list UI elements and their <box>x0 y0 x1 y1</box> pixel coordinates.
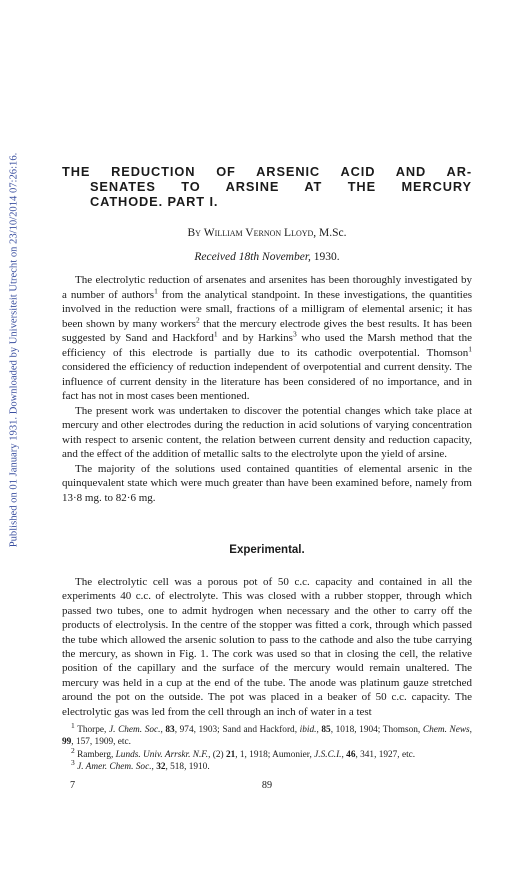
title-line-3: CATHODE. PART I. <box>90 194 219 209</box>
journal-name: J.S.C.I. <box>314 749 342 760</box>
signature-mark: 7 <box>70 780 76 791</box>
volume-number: 83 <box>165 725 175 735</box>
volume-number: 21 <box>225 749 236 760</box>
article-title <box>62 164 472 209</box>
footnote-ref: 1 <box>468 343 472 353</box>
journal-name: Lunds. Univ. Arrskr. N.F. <box>115 749 209 760</box>
received-year: 1930. <box>313 251 340 263</box>
received-day-month: 18th November, <box>238 251 311 263</box>
title-line-1: THE REDUCTION OF ARSENIC ACID AND AR- <box>62 164 472 179</box>
footnote-text: , (2) <box>208 749 226 760</box>
footnote-1 <box>62 720 472 749</box>
footnote-text: , 157, 1909, etc. <box>71 737 131 748</box>
section-heading: Experimental. <box>229 544 305 556</box>
received-date <box>62 251 472 263</box>
footnote-mark: 1 <box>71 720 75 730</box>
footnote-text: , <box>160 725 166 735</box>
footnote-ref: 3 <box>292 329 297 339</box>
intro-paragraph-1 <box>62 273 472 404</box>
intro-text: considered the efficiency of reduction independent of overpotential and current density. The influence of current density in the literature has been considered of no importance, and in fact has not in most cases been mentioned. <box>62 361 472 402</box>
footnote-text: Ramberg, <box>74 749 116 760</box>
volume-number: 85 <box>321 725 331 735</box>
footnote-text: , 1018, 1904; Thomson, <box>330 725 423 735</box>
footnote-ref: 1 <box>154 285 158 295</box>
footnote-text: Thorpe, <box>74 725 109 735</box>
volume-number: 99 <box>62 737 72 748</box>
publication-sidebar <box>6 110 22 590</box>
author-name: William Vernon Lloyd <box>203 227 314 239</box>
footnote-ref: 2 <box>195 314 200 324</box>
introduction <box>62 273 472 505</box>
intro-text: from the analytical standpoint. In these investigations, the quantities involved in the reduction were small, fractions of a milligram of elemental arsenic; it has been shown by many workers <box>62 288 472 330</box>
journal-name: J. Amer. Chem. Soc. <box>77 761 152 772</box>
footnote-text: , <box>469 725 472 735</box>
intro-text: and by Harkins <box>217 332 293 344</box>
title-line-2: SENATES TO ARSINE AT THE MERCURY <box>90 179 472 194</box>
journal-name: J. Chem. Soc. <box>109 725 161 735</box>
received-label: Received <box>194 251 236 263</box>
footnote-text: , <box>316 725 322 735</box>
footnote-mark: 2 <box>71 745 75 755</box>
footnote-text: , 1, 1918; Aumonier, <box>235 749 315 760</box>
footnote-ref: 1 <box>213 329 218 339</box>
footnote-text: , 518, 1910. <box>165 761 210 772</box>
page-number: 89 <box>261 780 273 791</box>
footnote-text: , 974, 1903; Sand and Hackford, <box>174 725 300 735</box>
intro-text: The electrolytic reduction of arsenates and arsenites has been thoroughly investigated by a number of authors <box>62 274 472 301</box>
footnote-text: , 341, 1927, etc. <box>355 749 416 760</box>
intro-text: that the mercury electrode gives the best results. It has been suggested by Sand and Hackford <box>62 317 472 344</box>
footnotes <box>62 720 472 773</box>
footnote-text: , <box>341 749 347 760</box>
footnote-text: , <box>151 761 157 772</box>
footnote-mark: 3 <box>71 757 75 767</box>
footnote-3 <box>62 757 472 773</box>
volume-number: 46 <box>346 749 356 760</box>
author-line <box>62 227 472 239</box>
experimental-section <box>62 575 472 719</box>
volume-number: 32 <box>156 761 166 772</box>
experimental-paragraph: The electrolytic cell was a porous pot of 50 c.c. capacity and contained in all the experiments 40 c.c. of electrolyte. This was closed with a rubber stopper, through which passed two tubes, one to admit hydrogen when necessary and the other to carry off the products of electrolysis. In the centre of the stopper was fitted a cork, through which passed the tube which allowed the arsenic solution to pass to the cathode and also the tube carrying the mercury, as shown in Fig. 1. The cork was used so that in closing the cell, the relative position of the capillary and the surface of the mercury would remain unaltered. The mercury was held in a cup at the end of the tube. The anode was platinum gauze stretched around the pot on the outside. The pot was placed in a beaker of 50 c.c. capacity. The electrolytic gas was led from the cell through an inch of water in a test <box>62 576 472 718</box>
footnote-2 <box>62 745 472 761</box>
publication-info: Published on 01 January 1931. Downloaded by Universiteit Utrecht on 23/10/2014 07:26:16. <box>8 152 20 548</box>
intro-paragraph-2: The present work was undertaken to discover the potential changes which take place at mercury and other electrodes during the reduction in acid solutions of varying concentration with respect to arsenic content, the relation between current density and reduction capacity, and the effect of the addition of metallic salts to the electrolyte upon the yield of arsine. <box>62 404 472 460</box>
author-by: By <box>187 227 201 239</box>
author-degree: , M.Sc. <box>313 227 347 239</box>
intro-paragraph-3: The majority of the solutions used contained quantities of elemental arsenic in the quinquevalent state which were much greater than have been examined before, namely from 13·8 mg. to 82·6 mg. <box>62 462 472 504</box>
intro-text: who used the Marsh method that the efficiency of this electrode is partially due to its cathodic overpotential. Thomson <box>62 332 472 359</box>
journal-name: Chem. News <box>422 725 470 735</box>
journal-name: ibid. <box>299 725 317 735</box>
